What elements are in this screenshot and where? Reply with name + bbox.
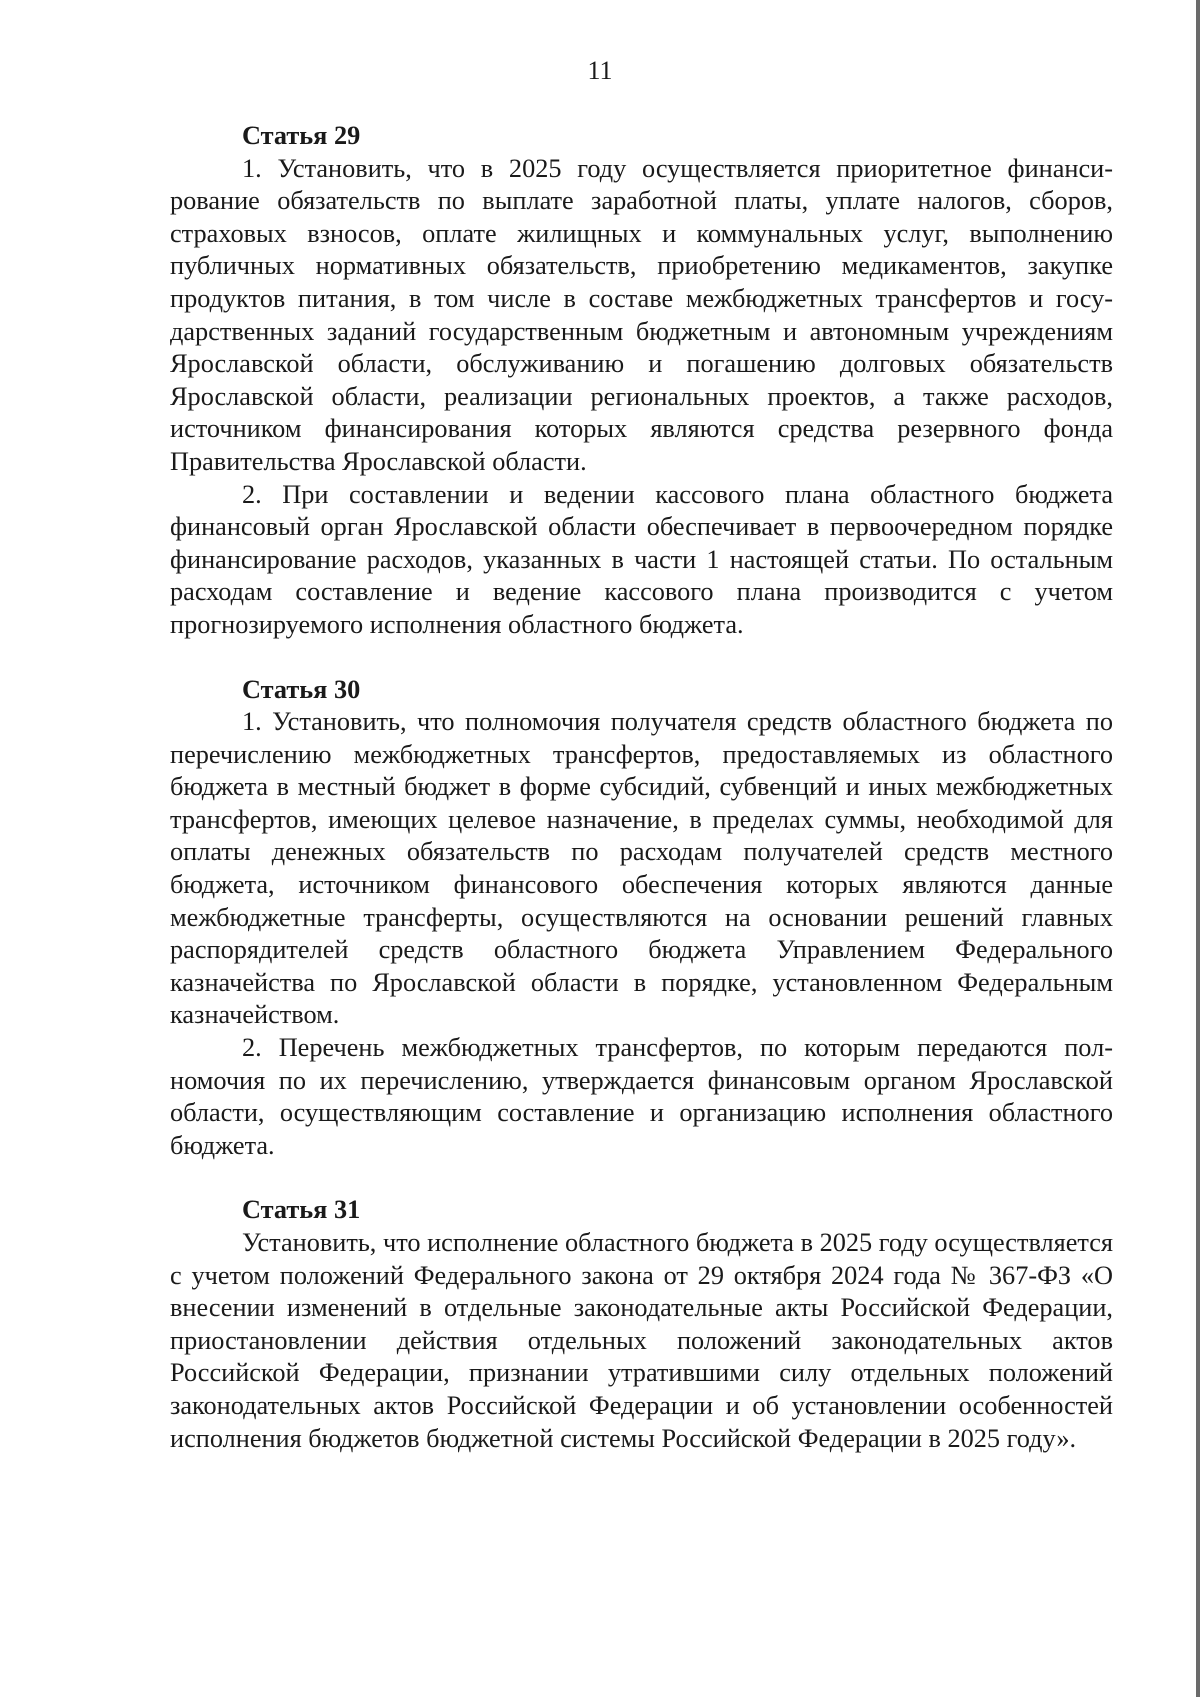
document-body: [170, 120, 1113, 1487]
article-31: [170, 1194, 1113, 1455]
article-title: Статья 29: [242, 121, 361, 150]
article-paragraph: 2. При составлении и ведении кассового плана областного бюджета финансовый орган Ярославской области обеспечивает в первоочередном порядке финансирование расходов, указанных в части 1 настоящей статьи. По остальным расходам составление и ведение кассового плана производится с учетом прогнозируемого исполнения областного бюджета.: [170, 479, 1113, 639]
article-title: Статья 31: [242, 1195, 361, 1225]
scan-edge-shadow: [1196, 0, 1200, 1697]
article-29: [170, 120, 1113, 642]
article-paragraph: 1. Установить, что в 2025 году осуществляется приоритетное финансирование обязательств по выплате заработной платы, уплате налогов, сборов, страховых взносов, оплате жилищных и коммунальных услуг, выполнению публичных нормативных обязательств, приобретению медикаментов, закупке продуктов питания, в том числе в составе межбюджетных трансфертов и государственных заданий государственным бюджетным и автономным учреждениям Ярославской области, обслуживанию и погашению долговых обязательств Ярославской области, реализации региональных проектов, а также расходов, источником финансирования которых являются средства резервного фонда Правительства Ярославской области.: [170, 153, 1113, 476]
page-number: 11: [587, 56, 613, 85]
article-paragraph: 1. Установить, что полномочия получателя средств областного бюджета по перечислению межбюджетных трансфертов, предоставляемых из областного бюджета в местный бюджет в форме субсидий, субвенций и иных межбюджетных трансфертов, имеющих целевое назначение, в пределах суммы, необходимой для оплаты денежных обязательств по расходам получателей средств местного бюджета, источником финансового обеспечения которых являются данные межбюджетные трансферты, осуществляются на основании решений главных распорядителей средств областного бюджета Управлением Федерального казначейства по Ярославской области в порядке, установленном Федеральным казначейством.: [170, 707, 1113, 1030]
article-paragraph: 2. Перечень межбюджетных трансфертов, по которым передаются полномочия по их перечислению, утверждается финансовым органом Ярославской области, осуществляющим составление и организацию исполнения областного бюджета.: [170, 1033, 1113, 1160]
article-paragraph: Установить, что исполнение областного бюджета в 2025 году осуществляется с учетом положений Федерального закона от 29 октября 2024 года № 367-ФЗ «О внесении изменений в отдельные законодательные акты Российской Федерации, приостановлении действия отдельных положений законодательных актов Российской Федерации, признании утратившими силу отдельных положений законодательных актов Российской Федерации и об установлении особенностей исполнения бюджетов бюджетной системы Российской Федерации в 2025 году».: [170, 1228, 1113, 1453]
article-title: Статья 30: [242, 674, 361, 704]
article-30: [170, 674, 1113, 1163]
